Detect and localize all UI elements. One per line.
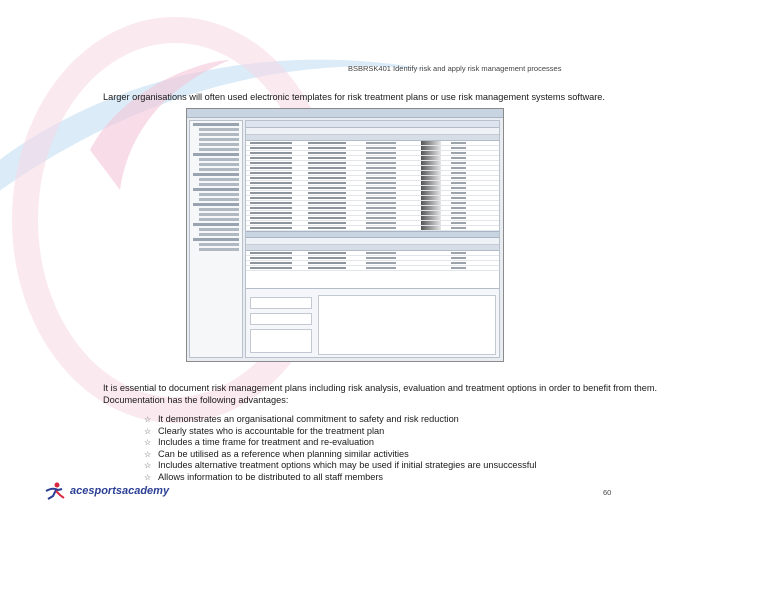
screenshot-nav-tree: [189, 120, 243, 358]
intro-text: Larger organisations will often used electronic templates for risk treatment plans or use risk management systems software.: [103, 92, 605, 102]
runner-icon: [44, 481, 66, 501]
star-bullet-icon: ☆: [144, 472, 152, 482]
list-item: ☆ Clearly states who is accountable for the treatment plan: [144, 425, 385, 436]
ace-sports-academy-logo: [44, 481, 169, 501]
logo-text: acesportsacademy: [70, 485, 170, 497]
documentation-paragraph: It is essential to document risk management plans including risk analysis, evaluation and treatment options in order to benefit from them. Documentation has the following advantages:: [103, 383, 658, 405]
course-header: BSBRSK401 Identify risk and apply risk management processes: [348, 64, 562, 73]
list-item: ☆ It demonstrates an organisational commitment to safety and risk reduction: [144, 414, 459, 424]
list-item: ☆ Includes alternative treatment options which may be used if initial strategies are unsuccessful: [144, 460, 537, 471]
advantages-list: [144, 414, 536, 484]
star-bullet-icon: ☆: [144, 438, 152, 448]
screenshot-titlebar: [187, 109, 503, 118]
star-bullet-icon: ☆: [144, 426, 152, 436]
screenshot-detail-pane: [246, 288, 499, 357]
screenshot-main-panel: [245, 120, 500, 358]
software-screenshot: [186, 108, 504, 362]
star-bullet-icon: ☆: [144, 461, 152, 471]
page-number: 60: [603, 488, 612, 497]
list-item: ☆ Can be utilised as a reference when planning similar activities: [144, 448, 409, 459]
list-item: ☆ Allows information to be distributed to all staff members: [144, 471, 384, 482]
star-bullet-icon: ☆: [144, 449, 152, 459]
star-bullet-icon: ☆: [144, 415, 152, 424]
list-item: ☆ Includes a time frame for treatment and re-evaluation: [144, 437, 375, 448]
